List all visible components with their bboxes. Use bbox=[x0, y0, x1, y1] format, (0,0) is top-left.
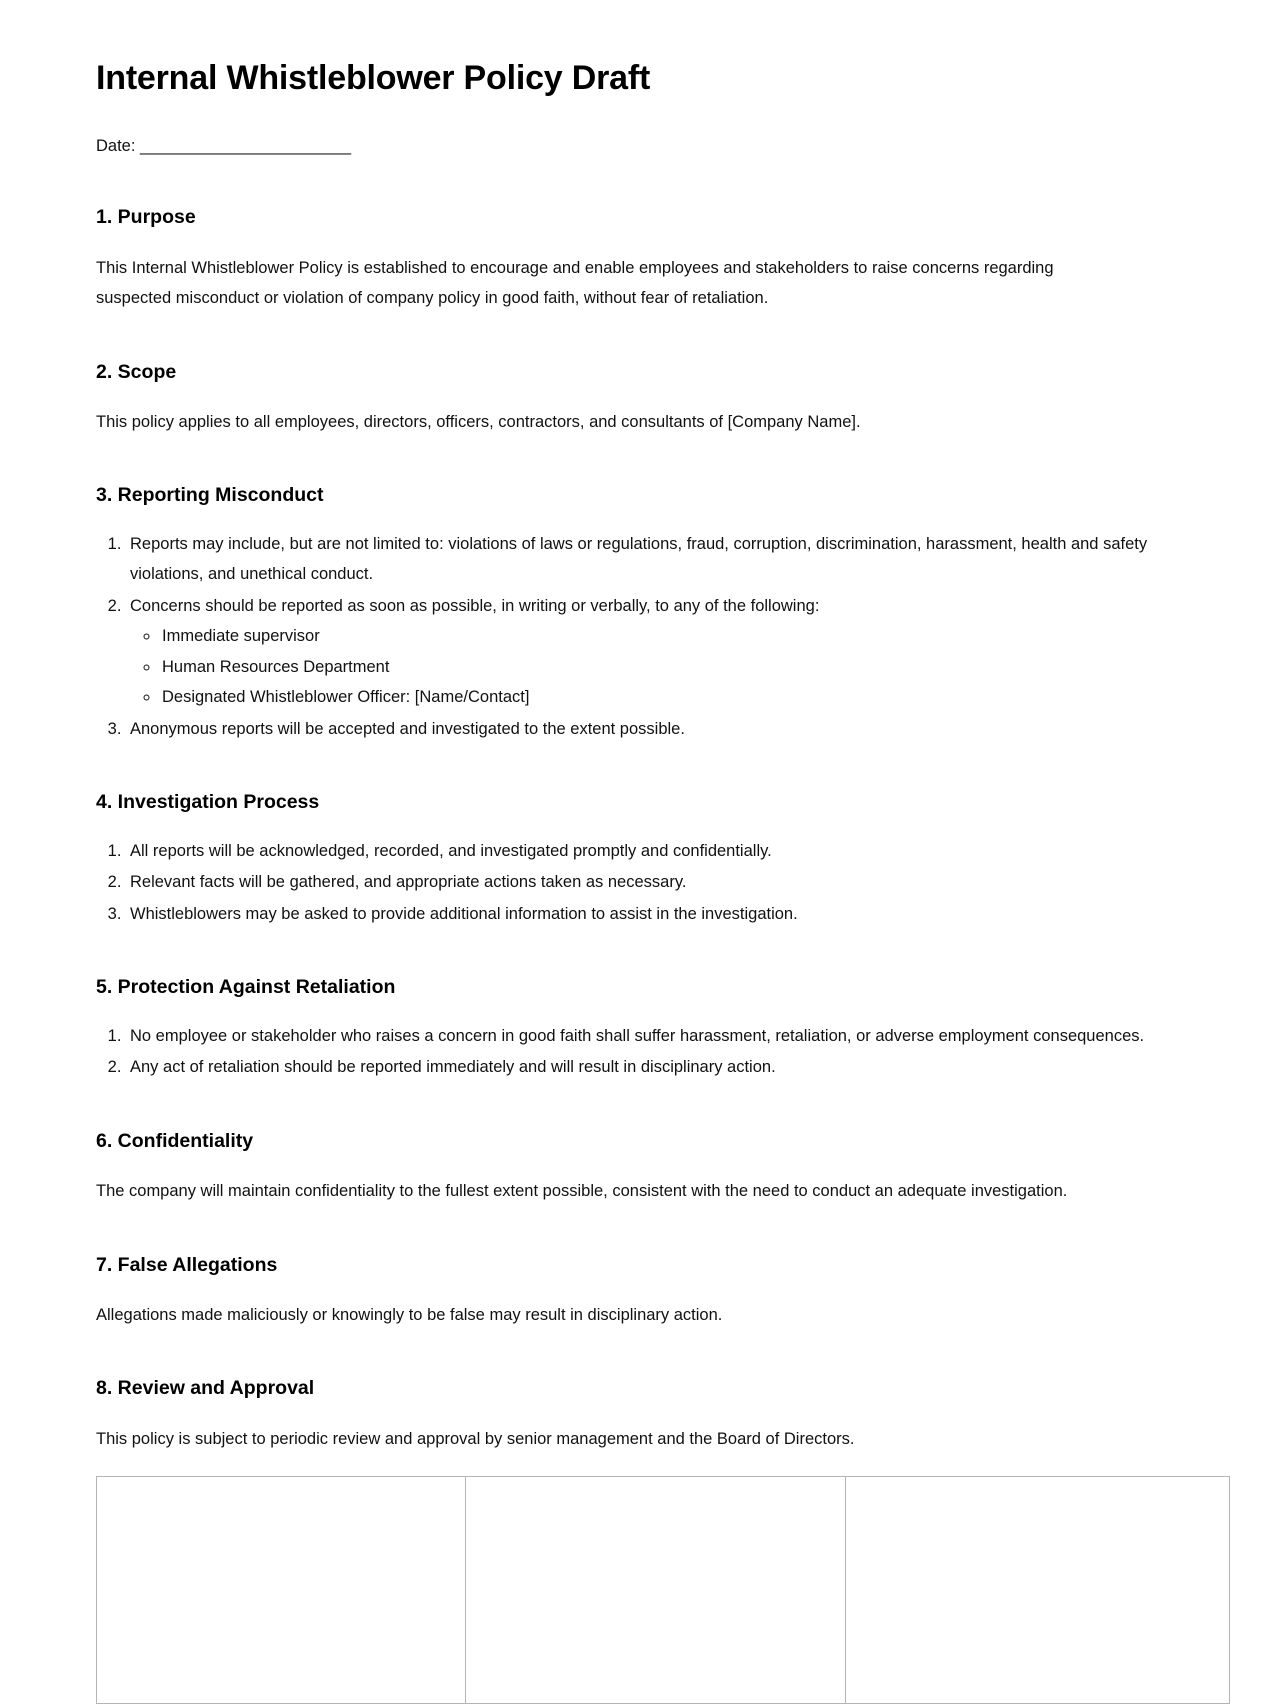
protection-against-retaliation-list bbox=[96, 1021, 1167, 1083]
section-heading-investigation-process: 4. Investigation Process bbox=[96, 791, 320, 814]
section-body-review-and-approval: This policy is subject to periodic review and approval by senior management and the Board of Directors. bbox=[96, 1429, 855, 1448]
investigation-process-list bbox=[96, 836, 1167, 930]
list-item: 1. Reports may include, but are not limited to: violations of laws or regulations, fraud, corruption, discrimination, harassment, health and safety violations, and unethical conduct. bbox=[126, 529, 1167, 590]
section-heading-reporting-misconduct: 3. Reporting Misconduct bbox=[96, 484, 324, 507]
page-title: Internal Whistleblower Policy Draft bbox=[96, 59, 651, 97]
section-heading-protection-against-retaliation: 5. Protection Against Retaliation bbox=[96, 976, 396, 999]
section-heading-false-allegations: 7. False Allegations bbox=[96, 1253, 278, 1276]
list-item: 3. Whistleblowers may be asked to provide additional information to assist in the investigation. bbox=[126, 899, 1167, 930]
list-item-text: Concerns should be reported as soon as possible, in writing or verbally, to any of the following: bbox=[130, 596, 820, 615]
list-item: ◦ Designated Whistleblower Officer: [Name/Contact] bbox=[160, 682, 1167, 713]
section-heading-purpose: 1. Purpose bbox=[96, 206, 196, 229]
reporting-channels-list bbox=[130, 621, 1167, 713]
list-item: ◦ Immediate supervisor bbox=[160, 621, 1167, 652]
date-blank-rule: _______________________ bbox=[140, 136, 352, 155]
section-body-scope: This policy applies to all employees, directors, officers, contractors, and consultants of [Company Name]. bbox=[96, 412, 861, 431]
table-cell bbox=[846, 1477, 1230, 1704]
list-item: 3. Anonymous reports will be accepted and investigated to the extent possible. bbox=[126, 714, 1167, 745]
table-spacer bbox=[96, 1454, 1167, 1476]
date-label: Date: bbox=[96, 136, 136, 155]
table-cell bbox=[466, 1477, 846, 1704]
list-item: 2. Any act of retaliation should be reported immediately and will result in disciplinary action. bbox=[126, 1052, 1167, 1083]
section-heading-scope: 2. Scope bbox=[96, 360, 177, 383]
table-row bbox=[97, 1477, 1230, 1704]
list-item bbox=[126, 591, 1167, 713]
signature-table bbox=[96, 1476, 1230, 1704]
section-body-false-allegations: Allegations made maliciously or knowingly to be false may result in disciplinary action. bbox=[96, 1305, 723, 1324]
list-item: ◦ Human Resources Department bbox=[160, 652, 1167, 683]
list-item: 2. Relevant facts will be gathered, and appropriate actions taken as necessary. bbox=[126, 867, 1167, 898]
section-heading-confidentiality: 6. Confidentiality bbox=[96, 1129, 254, 1152]
section-body-confidentiality: The company will maintain confidentiality to the fullest extent possible, consistent with the need to conduct an adequate investigation. bbox=[96, 1181, 1068, 1200]
table-cell bbox=[97, 1477, 466, 1704]
list-item: 1. All reports will be acknowledged, recorded, and investigated promptly and confidentially. bbox=[126, 836, 1167, 867]
list-item: 1. No employee or stakeholder who raises a concern in good faith shall suffer harassment, retaliation, or adverse employment consequences. bbox=[126, 1021, 1167, 1052]
date-field-line bbox=[96, 133, 1167, 159]
section-heading-review-and-approval: 8. Review and Approval bbox=[96, 1377, 315, 1400]
section-body-purpose: This Internal Whistleblower Policy is established to encourage and enable employees and stakeholders to raise concerns regarding suspected misconduct or violation of company policy in good faith, without fear of retaliation. bbox=[96, 258, 1054, 308]
reporting-misconduct-list bbox=[96, 529, 1167, 745]
